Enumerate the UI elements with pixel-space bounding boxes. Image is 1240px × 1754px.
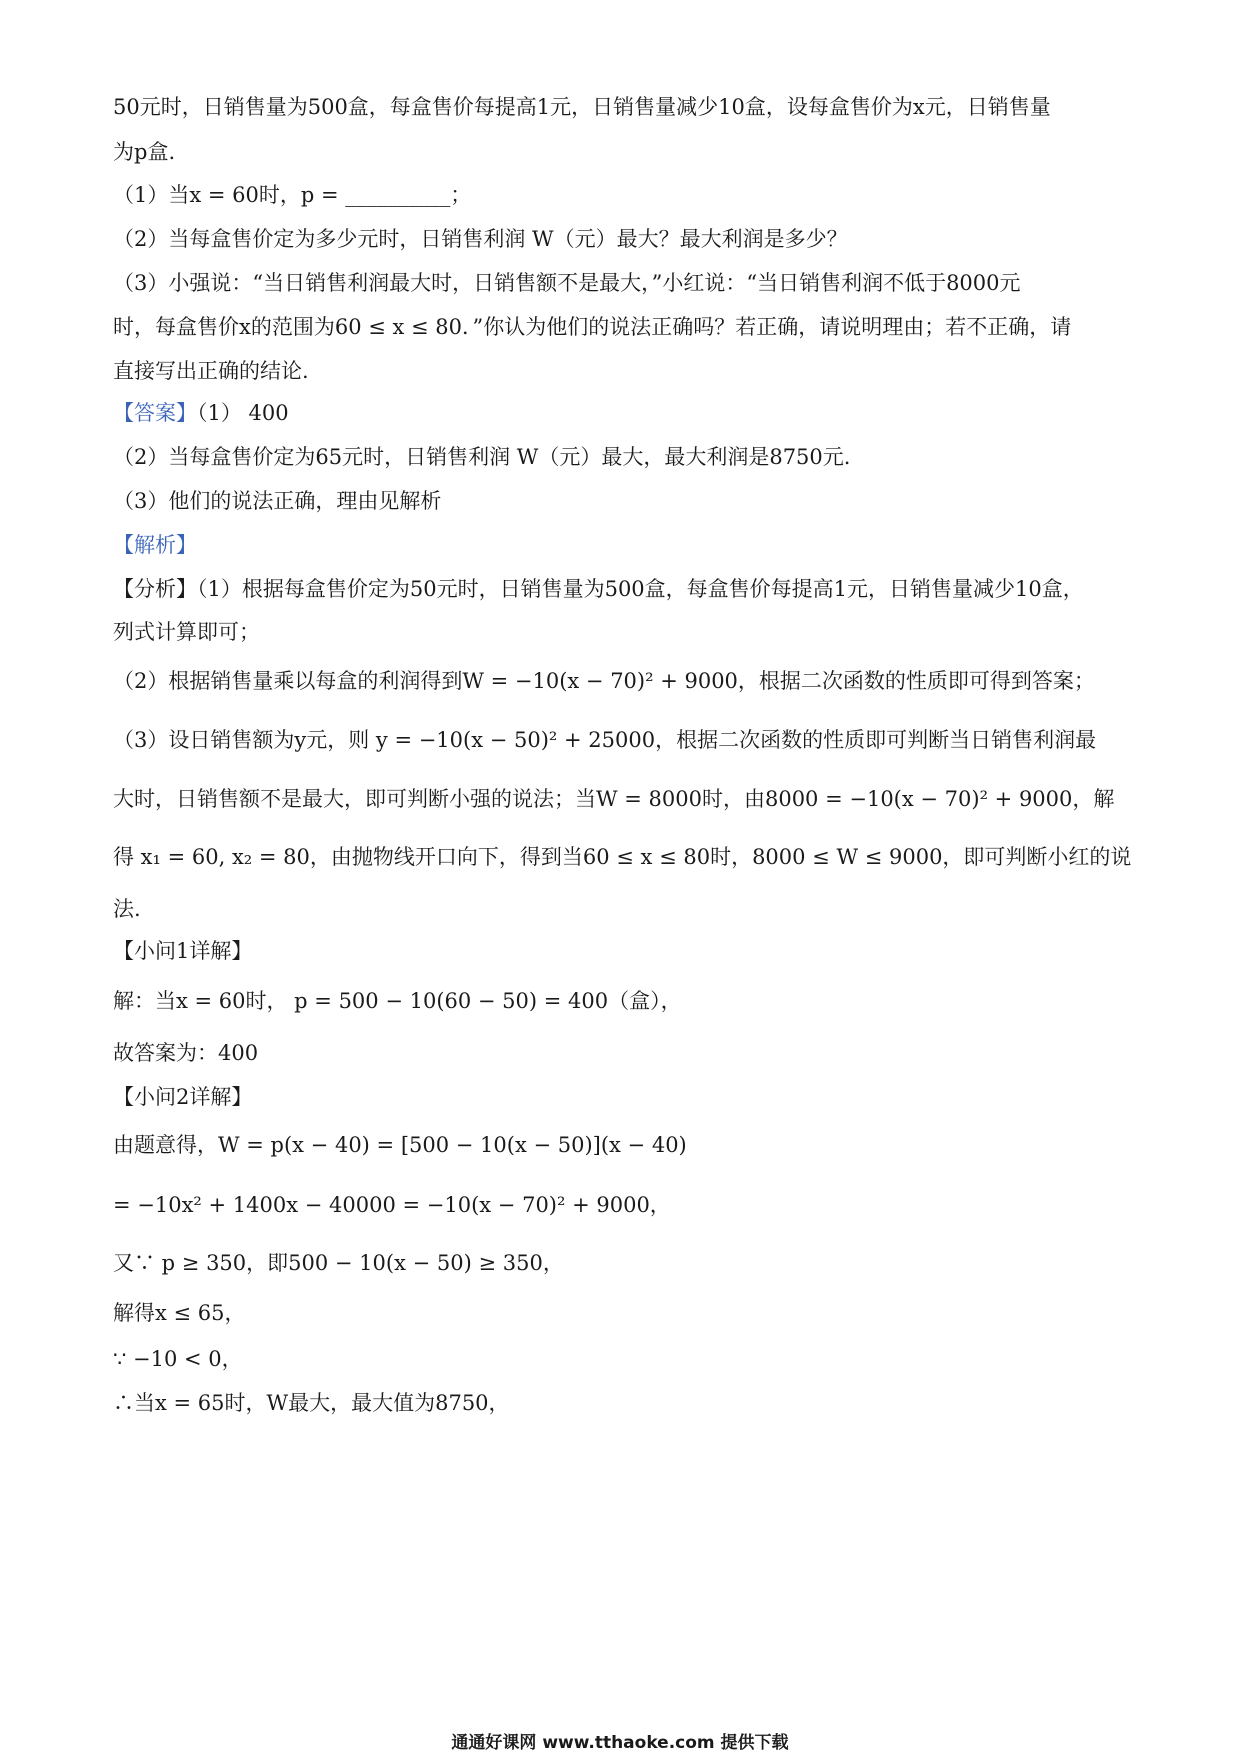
- section-tag: 【解析】: [113, 533, 197, 557]
- text-line: 【分析】（1）根据每盒售价定为50元时，日销售量为500盒，每盒售价每提高1元，日销售量减少10盒，: [113, 577, 1084, 601]
- text-line: 由题意得，W = p(x − 40) = [500 − 10(x − 50)](x − 40): [113, 1133, 687, 1157]
- text-line: 解：当x = 60时， p = 500 − 10(60 − 50) = 400（盒），: [113, 989, 682, 1013]
- text-line: = −10x² + 1400x − 40000 = −10(x − 70)² + 9000，: [113, 1193, 671, 1217]
- text-line: 列式计算即可；: [113, 620, 260, 644]
- text-line: 【小问1详解】: [113, 939, 253, 963]
- text-line: [113, 398, 1140, 428]
- text-line: 直接写出正确的结论.: [113, 359, 309, 383]
- text-line: （3）设日销售额为y元，则 y = −10(x − 50)² + 25000，根据二次函数的性质即可判断当日销售利润最: [113, 728, 1097, 752]
- text-line: （2）根据销售量乘以每盒的利润得到W = −10(x − 70)² + 9000，根据二次函数的性质即可得到答案；: [113, 669, 1095, 693]
- text-line: [113, 530, 1140, 560]
- section-tag: 【答案】: [113, 401, 197, 425]
- text-line: 时，每盒售价x的范围为60 ≤ x ≤ 80．”你认为他们的说法正确吗？若正确，请说明理由；若不正确，请: [113, 315, 1072, 339]
- page-footer: 通通好课网 www.tthaoke.com 提供下载: [451, 1733, 789, 1753]
- line-text: （1） 400: [197, 401, 289, 425]
- text-line: （2）当每盒售价定为多少元时，日销售利润 W（元）最大？最大利润是多少？: [113, 227, 848, 251]
- text-line: 为p盒.: [113, 140, 176, 164]
- text-line: 得 x₁ = 60, x₂ = 80，由抛物线开口向下，得到当60 ≤ x ≤ 80时，8000 ≤ W ≤ 9000，即可判断小红的说: [113, 845, 1132, 869]
- text-line: （2）当每盒售价定为65元时，日销售利润 W（元）最大，最大利润是8750元.: [113, 445, 851, 469]
- text-line: 【小问2详解】: [113, 1085, 253, 1109]
- text-line: ∴当x = 65时，W最大，最大值为8750，: [113, 1391, 510, 1415]
- text-line: 解得x ≤ 65，: [113, 1301, 246, 1325]
- text-line: （3）他们的说法正确，理由见解析: [113, 489, 442, 513]
- text-line: 又∵ p ≥ 350，即500 − 10(x − 50) ≥ 350，: [113, 1251, 564, 1275]
- text-line: 法.: [113, 897, 141, 921]
- text-line: ∵ −10 < 0，: [113, 1347, 243, 1371]
- text-line: 大时，日销售额不是最大，即可判断小强的说法；当W = 8000时，由8000 = −10(x − 70)² + 9000，解: [113, 787, 1115, 811]
- text-line: 故答案为：400: [113, 1041, 259, 1065]
- text-line: （3）小强说：“当日销售利润最大时，日销售额不是最大，”小红说：“当日销售利润不低于8000元: [113, 271, 1021, 295]
- text-line: （1）当x = 60时，p = __________；: [113, 183, 472, 207]
- text-line: 50元时，日销售量为500盒，每盒售价每提高1元，日销售量减少10盒，设每盒售价为x元，日销售量: [113, 95, 1051, 119]
